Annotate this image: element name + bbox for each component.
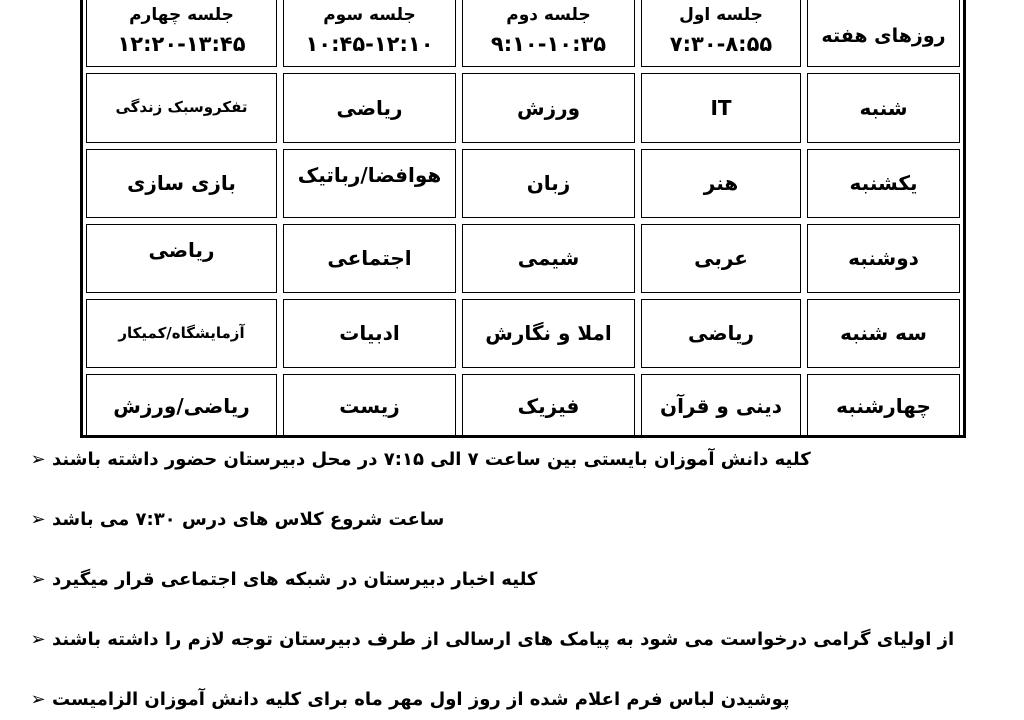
class-cell: دینی و قرآن	[641, 374, 801, 438]
note-item	[10, 562, 972, 598]
arrow-bullet-icon: ➢	[30, 629, 46, 651]
note-text: ساعت شروع کلاس های درس ۷:۳۰ می باشد	[52, 509, 445, 531]
note-text: از اولیای گرامی درخواست می شود به پیامک های ارسالی از طرف دبیرستان توجه لازم را داشته باشند	[52, 629, 955, 651]
class-cell: شیمی	[462, 224, 635, 293]
day-cell-tuesday: سه شنبه	[807, 299, 960, 368]
class-cell: ورزش	[462, 73, 635, 143]
class-cell: ریاضی	[283, 73, 456, 143]
class-cell: ریاضی	[641, 299, 801, 368]
session-3-name: جلسه سوم	[323, 5, 416, 26]
note-item	[10, 442, 972, 478]
note-text: پوشیدن لباس فرم اعلام شده از روز اول مهر ماه برای کلیه دانش آموزان الزامیست	[52, 689, 790, 711]
class-cell: ریاضی/ورزش	[86, 374, 277, 438]
day-cell-monday: دوشنبه	[807, 224, 960, 293]
arrow-bullet-icon: ➢	[30, 569, 46, 591]
note-item	[10, 622, 972, 658]
header-days-of-week: روزهای هفته	[807, 0, 960, 67]
note-text: کلیه دانش آموزان بایستی بین ساعت ۷ الی ۷:۱۵ در محل دبیرستان حضور داشته باشند	[52, 449, 811, 471]
weekly-schedule-table	[80, 0, 966, 438]
class-cell: بازی سازی	[86, 149, 277, 218]
class-cell: آزمایشگاه/کمیکار	[86, 299, 277, 368]
class-cell: زبان	[462, 149, 635, 218]
class-cell: عربی	[641, 224, 801, 293]
session-3-time: ۱۰:۴۵-۱۲:۱۰	[305, 31, 434, 56]
class-cell: تفکروسبک زندگی	[86, 73, 277, 143]
session-1-name: جلسه اول	[679, 5, 763, 26]
session-2-name: جلسه دوم	[506, 5, 591, 26]
class-cell: هوافضا/رباتیک	[283, 149, 456, 218]
session-4-name: جلسه چهارم	[129, 5, 234, 26]
header-session-4	[86, 0, 277, 67]
class-cell: IT	[641, 73, 801, 143]
day-cell-saturday: شنبه	[807, 73, 960, 143]
arrow-bullet-icon: ➢	[30, 449, 46, 471]
class-cell: املا و نگارش	[462, 299, 635, 368]
note-item	[10, 502, 972, 538]
day-cell-wednesday: چهارشنبه	[807, 374, 960, 438]
header-session-1	[641, 0, 801, 67]
class-cell: زیست	[283, 374, 456, 438]
arrow-bullet-icon: ➢	[30, 689, 46, 711]
session-4-time: ۱۲:۲۰-۱۳:۴۵	[117, 31, 246, 56]
class-cell: ادبیات	[283, 299, 456, 368]
session-1-time: ۷:۳۰-۸:۵۵	[669, 31, 773, 56]
note-item	[10, 682, 972, 718]
class-cell: اجتماعی	[283, 224, 456, 293]
class-cell: ریاضی	[86, 224, 277, 293]
arrow-bullet-icon: ➢	[30, 509, 46, 531]
header-session-3	[283, 0, 456, 67]
note-text: کلیه اخبار دبیرستان در شبکه های اجتماعی قرار میگیرد	[52, 569, 538, 591]
day-cell-sunday: یکشنبه	[807, 149, 960, 218]
header-session-2	[462, 0, 635, 67]
session-2-time: ۹:۱۰-۱۰:۳۵	[490, 31, 607, 56]
class-cell: هنر	[641, 149, 801, 218]
class-cell: فیزیک	[462, 374, 635, 438]
